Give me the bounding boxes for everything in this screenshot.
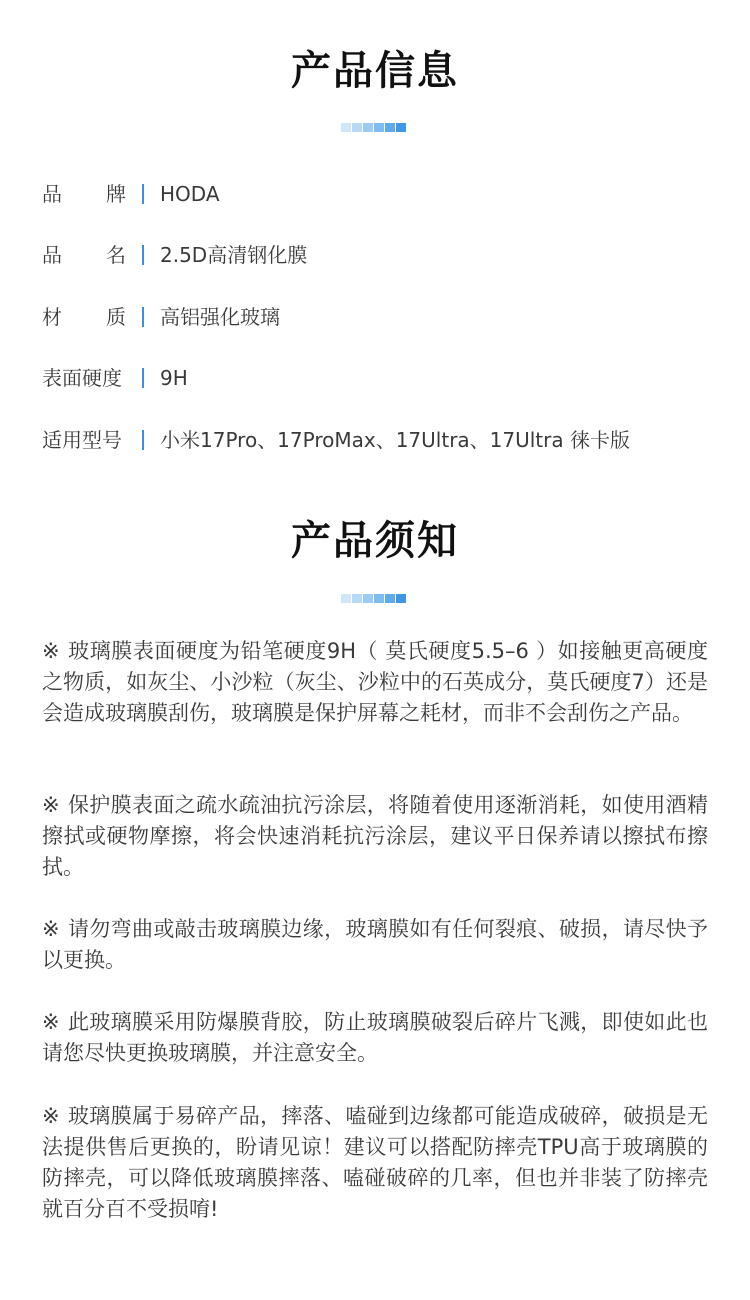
- info-row-brand: [42, 179, 220, 209]
- title-decoration: [341, 123, 406, 132]
- notice-item: [42, 790, 708, 883]
- separator-bar: [142, 368, 144, 388]
- info-value: 2.5D高清钢化膜: [160, 243, 308, 267]
- info-section-title: 产品信息: [291, 48, 459, 94]
- info-row-hardness: [42, 363, 188, 393]
- notice-item: [42, 1101, 708, 1225]
- info-label: 品 名: [42, 243, 126, 267]
- separator-bar: [142, 245, 144, 265]
- reference-mark-icon: ※: [42, 1104, 60, 1128]
- info-row-models: [42, 425, 630, 455]
- info-row-material: [42, 302, 280, 332]
- separator-bar: [142, 430, 144, 450]
- separator-bar: [142, 184, 144, 204]
- reference-mark-icon: ※: [42, 1010, 60, 1034]
- notice-item: [42, 636, 708, 729]
- reference-mark-icon: ※: [42, 639, 61, 663]
- info-value: 小米17Pro、17ProMax、17Ultra、17Ultra 徕卡版: [160, 428, 630, 452]
- notice-text: 保护膜表面之疏水疏油抗污涂层，将随着使用逐渐消耗，如使用酒精擦拭或硬物摩擦，将会快速消耗抗污涂层，建议平日保养请以擦拭布擦拭。: [42, 793, 708, 879]
- info-label: 适用型号: [42, 428, 122, 452]
- info-row-name: [42, 240, 307, 270]
- info-label: 表面硬度: [42, 366, 122, 390]
- notice-text: 请勿弯曲或敲击玻璃膜边缘，玻璃膜如有任何裂痕、破损，请尽快予以更换。: [42, 917, 708, 972]
- info-label: 材 质: [42, 305, 126, 329]
- info-label: 品 牌: [42, 182, 126, 206]
- notice-text: 此玻璃膜采用防爆膜背胶，防止玻璃膜破裂后碎片飞溅，即使如此也请您尽快更换玻璃膜，并注意安全。: [42, 1010, 708, 1065]
- notice-item: [42, 1007, 708, 1069]
- info-value: 高铝强化玻璃: [160, 305, 280, 329]
- reference-mark-icon: ※: [42, 793, 60, 817]
- notice-section-title: 产品须知: [291, 518, 459, 564]
- reference-mark-icon: ※: [42, 917, 60, 941]
- info-value: HODA: [160, 182, 220, 206]
- info-value: 9H: [160, 366, 188, 390]
- notice-item: [42, 914, 708, 976]
- separator-bar: [142, 307, 144, 327]
- notice-text: 玻璃膜表面硬度为铅笔硬度9H（ 莫氏硬度5.5–6 ）如接触更高硬度之物质，如灰尘、小沙粒（灰尘、沙粒中的石英成分，莫氏硬度7）还是会造成玻璃膜刮伤，玻璃膜是保护屏幕之耗材，而非不会刮伤之产品。: [42, 639, 708, 725]
- notice-text: 玻璃膜属于易碎产品，摔落、嗑碰到边缘都可能造成破碎，破损是无法提供售后更换的，盼请见谅！建议可以搭配防摔壳TPU高于玻璃膜的防摔壳，可以降低玻璃膜摔落、嗑碰破碎的几率，但也并非装了防摔壳就百分百不受损唷!: [42, 1104, 708, 1221]
- title-decoration: [341, 594, 406, 603]
